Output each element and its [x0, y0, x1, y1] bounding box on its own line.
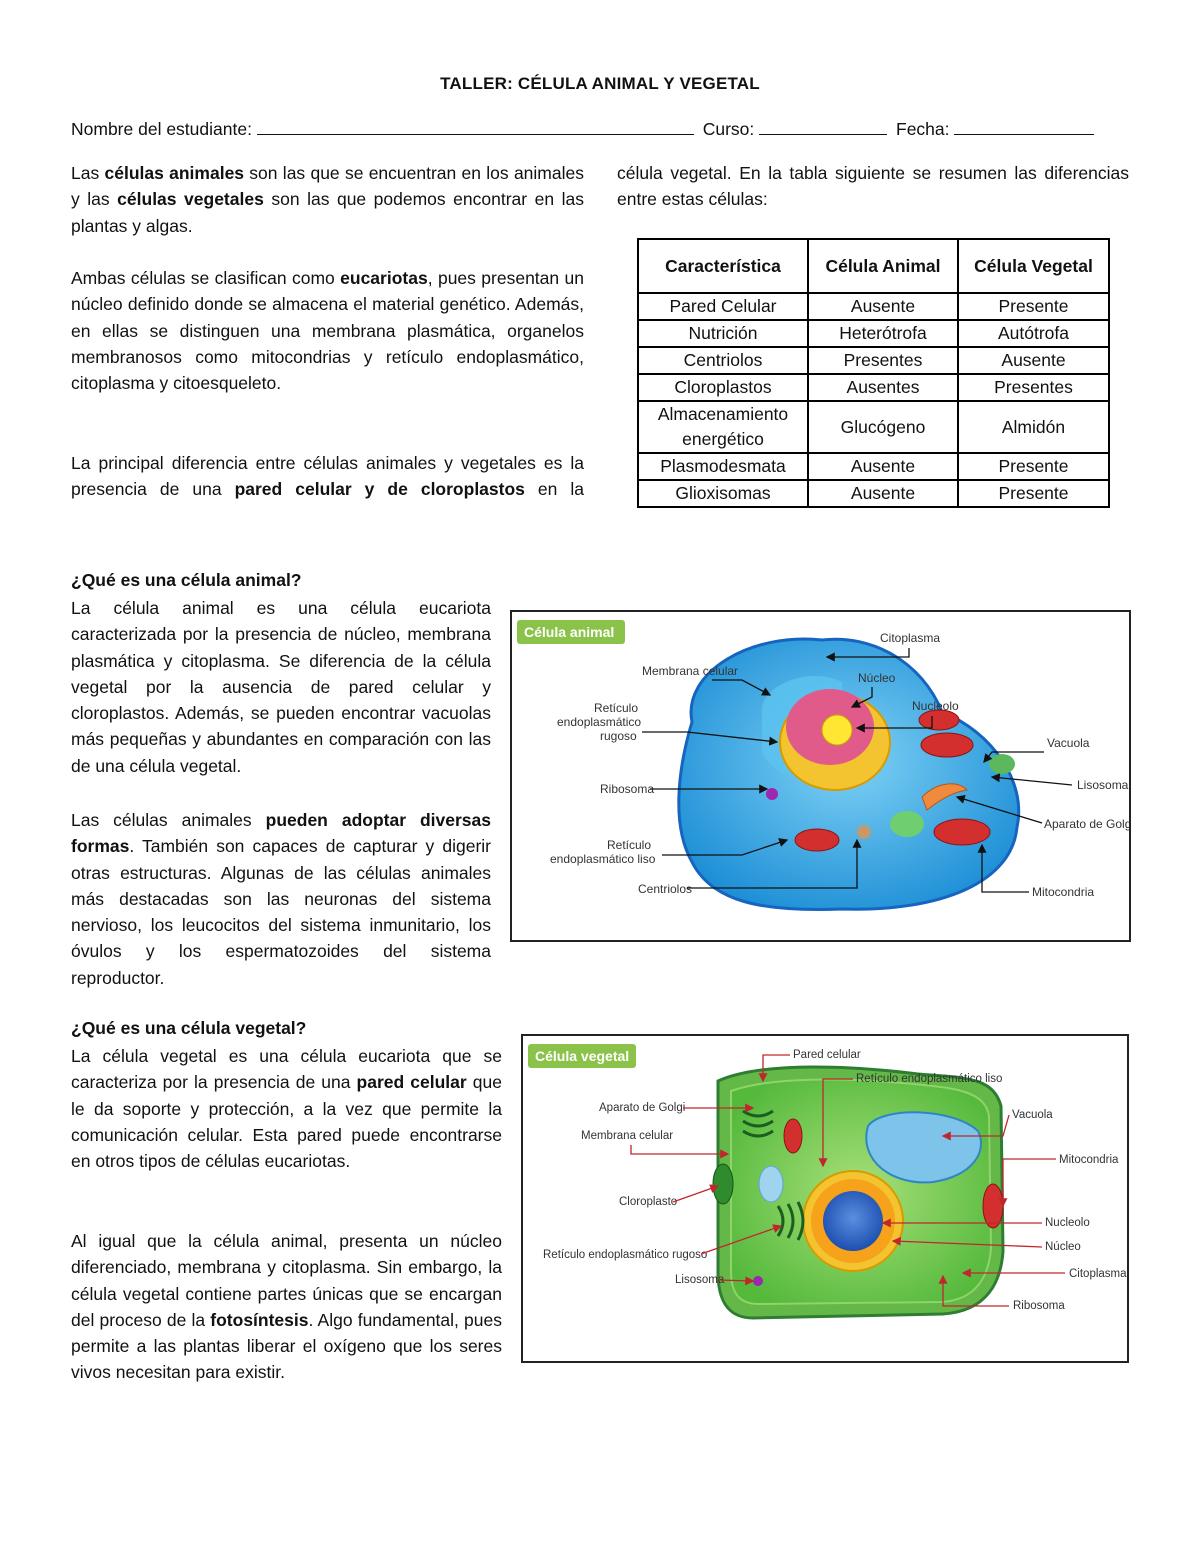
nucleolus — [822, 715, 852, 745]
mitochondrion — [934, 819, 990, 845]
lysosome — [753, 1276, 763, 1286]
mitochondrion — [784, 1119, 802, 1153]
label-vacuola: Vacuola — [1012, 1109, 1053, 1121]
label-golgi: Aparato de Golgi — [1044, 817, 1129, 831]
intro-paragraph-1 — [71, 160, 584, 239]
label-vacuola: Vacuola — [1047, 736, 1090, 750]
text-segment: . Algo fundamental, pues permite a las plantas liberar el oxígeno que los seres vivos necesitan para existir. — [71, 1309, 502, 1383]
animal-cell-figure — [510, 610, 1131, 942]
vacuole — [890, 811, 924, 837]
animal-paragraph-2 — [71, 807, 491, 991]
table-header-cell: Célula Vegetal — [958, 239, 1109, 293]
table-row — [638, 480, 1109, 507]
text-segment: Ambas células se clasifican como — [71, 268, 341, 288]
student-name-label: Nombre del estudiante: — [71, 119, 252, 139]
label-rel-1: Retículo — [607, 838, 652, 852]
course-label: Curso: — [702, 119, 755, 139]
table-row — [638, 320, 1109, 347]
table-row — [638, 374, 1109, 401]
plant-cell-diagram — [523, 1036, 1127, 1361]
table-cell: Almidón — [958, 401, 1109, 453]
label-pared: Pared celular — [793, 1049, 861, 1061]
table-row — [638, 293, 1109, 320]
plant-cell-figure — [521, 1034, 1129, 1363]
table-cell: Plasmodesmata — [638, 453, 808, 480]
animal-cell-diagram — [512, 612, 1129, 940]
vegetal-paragraph-1 — [71, 1043, 502, 1174]
bold-text: células vegetales — [117, 189, 264, 210]
label-nucleolo: Nucleolo — [1045, 1217, 1090, 1229]
table-header-cell: Célula Animal — [808, 239, 958, 293]
table-cell: Cloroplastos — [638, 374, 808, 401]
label-membrana: Membrana celular — [581, 1130, 674, 1142]
bold-text: pared celular y de cloroplastos — [234, 479, 525, 500]
label-lisosoma: Lisosoma — [675, 1274, 725, 1286]
text-segment: La principal diferencia entre células animales y vegetales es la presencia de una — [71, 453, 584, 500]
vegetal-paragraph-2 — [71, 1228, 502, 1386]
table-cell: Presente — [958, 480, 1109, 507]
table-cell: Presente — [958, 293, 1109, 320]
mitochondrion — [795, 829, 839, 851]
text-segment: Al igual que la célula animal, presenta un núcleo diferenciado, membrana y citoplasma. Sin embargo, la célula vegetal contiene partes únicas que se encargan del proceso de la — [71, 1231, 502, 1330]
animal-paragraph-1: La célula animal es una célula eucariota caracterizada por la presencia de núcleo, membrana plasmática y citoplasma. Se diferencia de la célula vegetal por la ausencia de pared celular y cloroplastos. Además, se pueden encontrar vacuolas más pequeñas y abundantes en comparación con las de una célula vegetal. — [71, 598, 491, 776]
table-cell: Almacenamiento energético — [638, 401, 808, 453]
mitochondrion — [921, 733, 973, 757]
table-header-row — [638, 239, 1109, 293]
vegetal-heading: ¿Qué es una célula vegetal? — [71, 1018, 307, 1038]
table-cell: Heterótrofa — [808, 320, 958, 347]
table-cell: Presente — [958, 453, 1109, 480]
text-segment: Las células animales — [71, 810, 266, 830]
bold-text: pueden adoptar diversas formas — [71, 810, 491, 857]
table-cell: Nutrición — [638, 320, 808, 347]
table-cell: Autótrofa — [958, 320, 1109, 347]
student-name-field[interactable] — [257, 118, 694, 135]
intro-paragraph-2 — [71, 265, 584, 396]
table-row — [638, 347, 1109, 374]
date-label: Fecha: — [896, 119, 950, 139]
label-golgi: Aparato de Golgi — [599, 1102, 686, 1114]
mitochondrion — [983, 1184, 1003, 1228]
bold-text: fotosíntesis — [210, 1309, 309, 1330]
plant-nucleolus — [823, 1191, 883, 1251]
table-cell: Ausentes — [808, 374, 958, 401]
text-segment: , pues presentan un núcleo definido donde se almacena el material genético. Además, en ellas se distinguen una membrana plasmática, organelos membranosos como mitocondrias y retículo endoplasmático, citoplasma y citoesqueleto. — [71, 268, 584, 394]
table-row — [638, 453, 1109, 480]
plant-badge-text: Célula vegetal — [535, 1048, 630, 1064]
table-cell: Ausente — [958, 347, 1109, 374]
text-segment: son las que podemos encontrar en las plantas y algas. — [71, 189, 584, 236]
label-mitocondria: Mitocondria — [1059, 1154, 1119, 1166]
bold-text: eucariotas — [340, 268, 428, 288]
table-cell: Presentes — [958, 374, 1109, 401]
intro-paragraph-3b: célula vegetal. En la tabla siguiente se resumen las diferencias entre estas células: — [617, 163, 1129, 210]
table-row — [638, 401, 1109, 453]
table-cell: Ausente — [808, 480, 958, 507]
label-rer-1: Retículo — [594, 701, 639, 715]
label-rel: Retículo endoplasmático liso — [856, 1073, 1003, 1085]
table-cell: Glucógeno — [808, 401, 958, 453]
label-membrana: Membrana celular — [642, 664, 739, 678]
text-segment: en la — [524, 479, 585, 500]
label-centriolos: Centriolos — [638, 882, 693, 896]
chloroplast — [713, 1164, 733, 1204]
table-cell: Presentes — [808, 347, 958, 374]
centriole — [857, 825, 871, 839]
label-nucleo: Núcleo — [1045, 1241, 1081, 1253]
table-cell: Glioxisomas — [638, 480, 808, 507]
table-cell: Ausente — [808, 453, 958, 480]
label-citoplasma: Citoplasma — [1069, 1268, 1127, 1280]
label-lisosoma: Lisosoma — [1077, 778, 1129, 792]
label-rer-2: endoplasmático — [557, 715, 642, 729]
course-field[interactable] — [759, 118, 887, 135]
table-header-cell: Característica — [638, 239, 808, 293]
text-segment: Las — [71, 163, 105, 183]
animal-heading: ¿Qué es una célula animal? — [71, 570, 302, 590]
label-cloroplasto: Cloroplasto — [619, 1196, 678, 1208]
student-info-line — [71, 118, 1131, 140]
label-ribosoma: Ribosoma — [600, 782, 655, 796]
table-cell: Pared Celular — [638, 293, 808, 320]
label-ribosoma: Ribosoma — [1013, 1300, 1065, 1312]
intro-paragraph-3a — [71, 450, 584, 503]
label-nucleolo: Nucleolo — [912, 699, 959, 713]
animal-badge-text: Célula animal — [524, 624, 615, 640]
date-field[interactable] — [954, 118, 1094, 135]
text-segment: que le da soporte y protección, a la vez que permite la comunicación celular. Esta pared puede encontrarse en otros tipos de células eucariotas. — [71, 1072, 502, 1172]
mitochondrion — [919, 710, 959, 730]
comparison-table — [637, 238, 1110, 508]
text-segment: son las que se encuentran en los animales y las — [71, 163, 584, 210]
label-citoplasma: Citoplasma — [880, 631, 941, 645]
bold-text: células animales — [104, 163, 245, 183]
vacuole — [989, 754, 1015, 774]
label-mitocondria: Mitocondria — [1032, 885, 1095, 899]
label-rer: Retículo endoplasmático rugoso — [543, 1249, 708, 1261]
lysosome — [766, 788, 778, 800]
page-title: TALLER: CÉLULA ANIMAL Y VEGETAL — [440, 74, 760, 93]
bold-text: pared celular — [356, 1072, 467, 1093]
table-cell: Centriolos — [638, 347, 808, 374]
text-segment: . También son capaces de capturar y digerir otras estructuras. Algunas de las células animales más destacadas son las neuronas del sistema nervioso, los leucocitos del sistema inmunitario, los óvulos y los espermatozoides del sistema reproductor. — [71, 836, 491, 988]
table-cell: Ausente — [808, 293, 958, 320]
text-segment: La célula vegetal es una célula eucariota que se caracteriza por la presencia de una — [71, 1046, 502, 1093]
vacuole-small — [759, 1166, 783, 1202]
label-nucleo: Núcleo — [858, 671, 896, 685]
label-rel-2: endoplasmático liso — [550, 852, 656, 866]
label-rer-3: rugoso — [600, 729, 637, 743]
